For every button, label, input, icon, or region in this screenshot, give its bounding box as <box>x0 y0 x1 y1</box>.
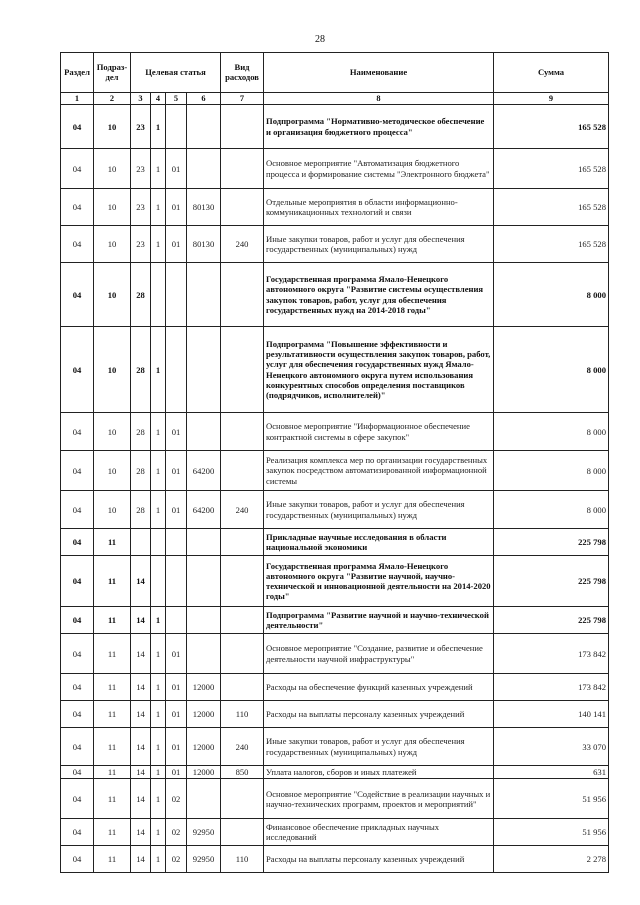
direction-code-cell <box>187 556 221 607</box>
col-number: 7 <box>221 93 264 105</box>
direction-code-cell <box>187 263 221 327</box>
program-code-cell: 28 <box>131 263 151 327</box>
column-number-row <box>61 93 609 105</box>
subprogram-code-cell: 1 <box>151 327 166 413</box>
direction-code-cell: 92950 <box>187 846 221 873</box>
direction-code-cell: 80130 <box>187 189 221 226</box>
subprogram-code-cell: 1 <box>151 846 166 873</box>
razdel-cell: 04 <box>61 674 94 701</box>
event-code-cell: 02 <box>166 819 187 846</box>
direction-code-cell <box>187 634 221 674</box>
razdel-cell: 04 <box>61 226 94 263</box>
podrazdel-cell: 11 <box>94 846 131 873</box>
razdel-cell: 04 <box>61 607 94 634</box>
table-row <box>61 491 609 529</box>
subprogram-code-cell: 1 <box>151 491 166 529</box>
event-code-cell: 01 <box>166 701 187 728</box>
table-row <box>61 189 609 226</box>
table-row <box>61 728 609 766</box>
direction-code-cell <box>187 327 221 413</box>
subprogram-code-cell: 1 <box>151 634 166 674</box>
name-cell: Основное мероприятие "Автоматизация бюджетного процесса и формирование системы "Электронного бюджета" <box>264 149 494 189</box>
podrazdel-cell: 10 <box>94 189 131 226</box>
podrazdel-cell: 10 <box>94 413 131 451</box>
razdel-cell: 04 <box>61 846 94 873</box>
expense-type-cell <box>221 634 264 674</box>
subprogram-code-cell: 1 <box>151 105 166 149</box>
event-code-cell: 02 <box>166 846 187 873</box>
name-cell: Расходы на выплаты персоналу казенных учреждений <box>264 701 494 728</box>
razdel-cell: 04 <box>61 701 94 728</box>
razdel-cell: 04 <box>61 728 94 766</box>
name-cell: Отдельные мероприятия в области информационно-коммуникационных технологий и связи <box>264 189 494 226</box>
expense-type-cell: 110 <box>221 846 264 873</box>
program-code-cell: 14 <box>131 846 151 873</box>
program-code-cell: 28 <box>131 491 151 529</box>
podrazdel-cell: 11 <box>94 556 131 607</box>
col-number: 5 <box>166 93 187 105</box>
name-cell: Уплата налогов, сборов и иных платежей <box>264 766 494 779</box>
razdel-cell: 04 <box>61 766 94 779</box>
razdel-cell: 04 <box>61 189 94 226</box>
direction-code-cell: 12000 <box>187 766 221 779</box>
sum-cell: 140 141 <box>494 701 609 728</box>
table-row <box>61 701 609 728</box>
subprogram-code-cell: 1 <box>151 226 166 263</box>
direction-code-cell <box>187 413 221 451</box>
col-number: 6 <box>187 93 221 105</box>
event-code-cell: 01 <box>166 226 187 263</box>
subprogram-code-cell: 1 <box>151 189 166 226</box>
name-cell: Иные закупки товаров, работ и услуг для обеспечения государственных (муниципальных) нужд <box>264 491 494 529</box>
razdel-cell: 04 <box>61 556 94 607</box>
razdel-cell: 04 <box>61 263 94 327</box>
table-row <box>61 819 609 846</box>
name-cell: Основное мероприятие "Создание, развитие и обеспечение деятельности научной инфраструктуры" <box>264 634 494 674</box>
name-cell: Подпрограмма "Повышение эффективности и результативности осуществления закупок товаров, работ, услуг для обеспечения государственных нужд Ямало-Ненецкого автономного округа путем использования конкурентных способов определения поставщиков (подрядчиков, исполнителей)" <box>264 327 494 413</box>
direction-code-cell: 64200 <box>187 451 221 491</box>
direction-code-cell: 12000 <box>187 728 221 766</box>
expense-type-cell <box>221 556 264 607</box>
event-code-cell: 01 <box>166 413 187 451</box>
table-row <box>61 226 609 263</box>
header-vid-rashodov: Вид расходов <box>221 53 264 93</box>
table-row <box>61 451 609 491</box>
program-code-cell: 14 <box>131 674 151 701</box>
program-code-cell: 14 <box>131 819 151 846</box>
event-code-cell: 01 <box>166 451 187 491</box>
expense-type-cell <box>221 105 264 149</box>
expense-type-cell: 850 <box>221 766 264 779</box>
table-row <box>61 149 609 189</box>
expense-type-cell: 240 <box>221 226 264 263</box>
podrazdel-cell: 11 <box>94 779 131 819</box>
sum-cell: 51 956 <box>494 819 609 846</box>
subprogram-code-cell: 1 <box>151 451 166 491</box>
program-code-cell: 23 <box>131 105 151 149</box>
name-cell: Основное мероприятие "Содействие в реализации научных и научно-технических программ, проектов и мероприятий" <box>264 779 494 819</box>
expense-type-cell: 240 <box>221 728 264 766</box>
sum-cell: 165 528 <box>494 105 609 149</box>
sum-cell: 165 528 <box>494 189 609 226</box>
name-cell: Прикладные научные исследования в области национальной экономики <box>264 529 494 556</box>
direction-code-cell: 64200 <box>187 491 221 529</box>
direction-code-cell <box>187 529 221 556</box>
table-row <box>61 105 609 149</box>
subprogram-code-cell: 1 <box>151 701 166 728</box>
header-naimenovanie: Наименование <box>264 53 494 93</box>
podrazdel-cell: 10 <box>94 226 131 263</box>
subprogram-code-cell <box>151 263 166 327</box>
header-podrazdel: Подраз-дел <box>94 53 131 93</box>
event-code-cell: 01 <box>166 634 187 674</box>
name-cell: Иные закупки товаров, работ и услуг для обеспечения государственных (муниципальных) нужд <box>264 226 494 263</box>
direction-code-cell <box>187 105 221 149</box>
podrazdel-cell: 11 <box>94 634 131 674</box>
sum-cell: 631 <box>494 766 609 779</box>
program-code-cell <box>131 529 151 556</box>
sum-cell: 173 842 <box>494 674 609 701</box>
expense-type-cell <box>221 413 264 451</box>
table-row <box>61 529 609 556</box>
program-code-cell: 28 <box>131 413 151 451</box>
table-row <box>61 327 609 413</box>
header-row <box>61 53 609 93</box>
podrazdel-cell: 10 <box>94 105 131 149</box>
podrazdel-cell: 10 <box>94 491 131 529</box>
event-code-cell: 01 <box>166 674 187 701</box>
table-row <box>61 766 609 779</box>
expense-type-cell <box>221 607 264 634</box>
podrazdel-cell: 11 <box>94 701 131 728</box>
podrazdel-cell: 11 <box>94 674 131 701</box>
subprogram-code-cell: 1 <box>151 149 166 189</box>
event-code-cell: 01 <box>166 491 187 529</box>
subprogram-code-cell: 1 <box>151 607 166 634</box>
name-cell: Расходы на выплаты персоналу казенных учреждений <box>264 846 494 873</box>
sum-cell: 225 798 <box>494 607 609 634</box>
razdel-cell: 04 <box>61 819 94 846</box>
header-summa: Сумма <box>494 53 609 93</box>
program-code-cell: 23 <box>131 189 151 226</box>
direction-code-cell <box>187 607 221 634</box>
podrazdel-cell: 11 <box>94 728 131 766</box>
col-number: 4 <box>151 93 166 105</box>
table-row <box>61 779 609 819</box>
program-code-cell: 28 <box>131 327 151 413</box>
subprogram-code-cell <box>151 556 166 607</box>
program-code-cell: 14 <box>131 634 151 674</box>
table-row <box>61 846 609 873</box>
expense-type-cell <box>221 189 264 226</box>
event-code-cell <box>166 105 187 149</box>
name-cell: Иные закупки товаров, работ и услуг для обеспечения государственных (муниципальных) нужд <box>264 728 494 766</box>
name-cell: Финансовое обеспечение прикладных научных исследований <box>264 819 494 846</box>
program-code-cell: 14 <box>131 728 151 766</box>
name-cell: Расходы на обеспечение функций казенных учреждений <box>264 674 494 701</box>
sum-cell: 8 000 <box>494 413 609 451</box>
direction-code-cell: 92950 <box>187 819 221 846</box>
budget-table <box>60 52 609 873</box>
sum-cell: 165 528 <box>494 226 609 263</box>
table-row <box>61 674 609 701</box>
table-body <box>61 105 609 873</box>
table-row <box>61 413 609 451</box>
podrazdel-cell: 10 <box>94 263 131 327</box>
expense-type-cell <box>221 149 264 189</box>
table-row <box>61 556 609 607</box>
name-cell: Государственная программа Ямало-Ненецкого автономного округа "Развитие системы осуществления закупок товаров, работ, услуг для обеспечения государственных нужд на 2014-2018 годы" <box>264 263 494 327</box>
podrazdel-cell: 10 <box>94 451 131 491</box>
program-code-cell: 14 <box>131 779 151 819</box>
page-number: 28 <box>315 34 325 45</box>
program-code-cell: 28 <box>131 451 151 491</box>
razdel-cell: 04 <box>61 529 94 556</box>
sum-cell: 165 528 <box>494 149 609 189</box>
razdel-cell: 04 <box>61 634 94 674</box>
podrazdel-cell: 11 <box>94 529 131 556</box>
expense-type-cell <box>221 263 264 327</box>
direction-code-cell <box>187 779 221 819</box>
col-number: 9 <box>494 93 609 105</box>
direction-code-cell: 12000 <box>187 674 221 701</box>
event-code-cell <box>166 263 187 327</box>
podrazdel-cell: 11 <box>94 607 131 634</box>
sum-cell: 8 000 <box>494 263 609 327</box>
name-cell: Подпрограмма "Развитие научной и научно-технической деятельности" <box>264 607 494 634</box>
expense-type-cell: 240 <box>221 491 264 529</box>
direction-code-cell: 80130 <box>187 226 221 263</box>
program-code-cell: 14 <box>131 701 151 728</box>
expense-type-cell <box>221 779 264 819</box>
event-code-cell: 02 <box>166 779 187 819</box>
sum-cell: 8 000 <box>494 327 609 413</box>
expense-type-cell: 110 <box>221 701 264 728</box>
col-number: 8 <box>264 93 494 105</box>
name-cell: Основное мероприятие "Информационное обеспечение контрактной системы в сфере закупок" <box>264 413 494 451</box>
sum-cell: 173 842 <box>494 634 609 674</box>
event-code-cell: 01 <box>166 189 187 226</box>
event-code-cell: 01 <box>166 728 187 766</box>
col-number: 3 <box>131 93 151 105</box>
program-code-cell: 23 <box>131 226 151 263</box>
subprogram-code-cell: 1 <box>151 413 166 451</box>
header-razdel: Раздел <box>61 53 94 93</box>
event-code-cell <box>166 327 187 413</box>
sum-cell: 2 278 <box>494 846 609 873</box>
table-row <box>61 607 609 634</box>
podrazdel-cell: 11 <box>94 766 131 779</box>
razdel-cell: 04 <box>61 413 94 451</box>
expense-type-cell <box>221 674 264 701</box>
razdel-cell: 04 <box>61 491 94 529</box>
program-code-cell: 14 <box>131 556 151 607</box>
expense-type-cell <box>221 451 264 491</box>
table-row <box>61 263 609 327</box>
sum-cell: 51 956 <box>494 779 609 819</box>
subprogram-code-cell: 1 <box>151 819 166 846</box>
event-code-cell: 01 <box>166 149 187 189</box>
sum-cell: 8 000 <box>494 451 609 491</box>
subprogram-code-cell: 1 <box>151 728 166 766</box>
razdel-cell: 04 <box>61 149 94 189</box>
razdel-cell: 04 <box>61 779 94 819</box>
program-code-cell: 14 <box>131 607 151 634</box>
expense-type-cell <box>221 819 264 846</box>
expense-type-cell <box>221 529 264 556</box>
podrazdel-cell: 10 <box>94 327 131 413</box>
sum-cell: 225 798 <box>494 556 609 607</box>
razdel-cell: 04 <box>61 327 94 413</box>
subprogram-code-cell: 1 <box>151 674 166 701</box>
sum-cell: 225 798 <box>494 529 609 556</box>
event-code-cell <box>166 556 187 607</box>
name-cell: Государственная программа Ямало-Ненецкого автономного округа "Развитие научной, научно-технической и инновационной деятельности на 2014-2020 годы" <box>264 556 494 607</box>
direction-code-cell <box>187 149 221 189</box>
program-code-cell: 23 <box>131 149 151 189</box>
name-cell: Подпрограмма "Нормативно-методическое обеспечение и организация бюджетного процесса" <box>264 105 494 149</box>
podrazdel-cell: 10 <box>94 149 131 189</box>
expense-type-cell <box>221 327 264 413</box>
sum-cell: 8 000 <box>494 491 609 529</box>
event-code-cell <box>166 529 187 556</box>
program-code-cell: 14 <box>131 766 151 779</box>
header-celevaya-statya: Целевая статья <box>131 53 221 93</box>
razdel-cell: 04 <box>61 451 94 491</box>
col-number: 2 <box>94 93 131 105</box>
subprogram-code-cell: 1 <box>151 766 166 779</box>
col-number: 1 <box>61 93 94 105</box>
event-code-cell <box>166 607 187 634</box>
name-cell: Реализация комплекса мер по организации государственных закупок посредством автоматизированной информационной системы <box>264 451 494 491</box>
podrazdel-cell: 11 <box>94 819 131 846</box>
table-row <box>61 634 609 674</box>
sum-cell: 33 070 <box>494 728 609 766</box>
subprogram-code-cell: 1 <box>151 779 166 819</box>
direction-code-cell: 12000 <box>187 701 221 728</box>
subprogram-code-cell <box>151 529 166 556</box>
razdel-cell: 04 <box>61 105 94 149</box>
event-code-cell: 01 <box>166 766 187 779</box>
